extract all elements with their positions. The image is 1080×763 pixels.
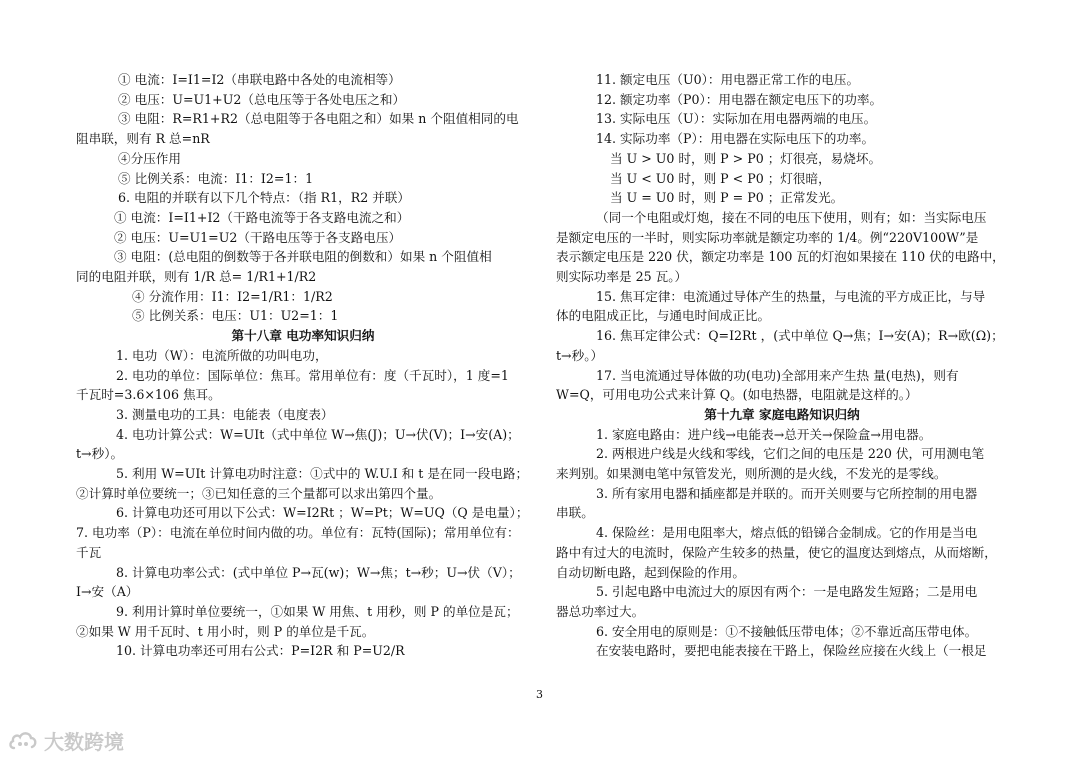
text-line: 10. 计算电功率还可用右公式：P=I2R 和 P=U2/R — [116, 643, 405, 659]
text-line: 1. 电功（W）：电流所做的功叫电功， — [116, 347, 328, 363]
left-column — [76, 70, 530, 661]
text-line: 当 U = U0 时，则 P = P0 ；正常发光。 — [610, 190, 844, 206]
text-line: ⑤ 比例关系：电压：U1：U2=1：1 — [132, 308, 339, 324]
text-line: 12. 额定功率（P0）：用电器在额定电压下的功率。 — [596, 91, 883, 107]
text-line: 15. 焦耳定律：电流通过导体产生的热量，与电流的平方成正比，与导 — [596, 288, 986, 304]
text-line: ⑤ 比例关系：电流：I1：I2=1：1 — [118, 170, 314, 186]
text-line: 7. 电功率（P）：电流在单位时间内做的功。单位有：瓦特(国际)；常用单位有： — [76, 525, 520, 541]
text-line: ① 电流：I=I1+I2（干路电流等于各支路电流之和） — [114, 209, 410, 225]
text-line: ③ 电阻：R=R1+R2（总电阻等于各电阻之和）如果 n 个阻值相同的电 — [118, 111, 519, 127]
text-line: 表示额定电压是 220 伏，额定功率是 100 瓦的灯泡如果接在 110 伏的电路中， — [556, 249, 1005, 265]
text-line: ④ 分流作用：I1：I2=1/R1：1/R2 — [132, 288, 333, 304]
text-line: 当 U < U0 时，则 P < P0 ；灯很暗， — [610, 170, 831, 186]
text-line: 5. 利用 W=UIt 计算电功时注意：①式中的 W.U.I 和 t 是在同一段电路； — [116, 466, 529, 482]
text-line: ② 电压：U=U1=U2（干路电压等于各支路电压） — [114, 229, 402, 245]
text-line: ③ 电阻：(总电阻的倒数等于各并联电阻的倒数和）如果 n 个阻值相 — [114, 249, 492, 265]
text-line: 3. 测量电功的工具：电能表（电度表） — [116, 406, 334, 422]
text-line: 2. 电功的单位：国际单位：焦耳。常用单位有：度（千瓦时），1 度=1 — [116, 367, 509, 383]
text-line: 则实际功率是 25 瓦。） — [556, 269, 688, 285]
text-line: ④分压作用 — [118, 150, 181, 166]
text-line: 体的电阻成正比，与通电时间成正比。 — [556, 308, 771, 324]
text-line: t→秒）。 — [76, 446, 124, 462]
text-line: （同一个电阻或灯炮，接在不同的电压下使用，则有；如：当实际电压 — [596, 209, 987, 225]
right-column — [556, 70, 1008, 661]
text-line: 3. 所有家用电器和插座都是并联的。而开关则要与它所控制的用电器 — [596, 485, 978, 501]
watermark — [8, 726, 124, 755]
text-line: 4. 电功计算公式：W=UIt（式中单位 W→焦(J)；U→伏(V)；I→安(A)； — [116, 426, 520, 442]
chapter-heading: 第十八章 电功率知识归纳 — [231, 328, 375, 344]
text-line: t→秒。） — [556, 347, 604, 363]
text-line: 6. 计算电功还可用以下公式：W=I2Rt ；W=Pt；W=UQ（Q 是电量）； — [116, 505, 529, 521]
text-line: 在安装电路时，要把电能表接在干路上，保险丝应接在火线上（一根足 — [596, 643, 987, 659]
text-line: ②计算时单位要统一；③已知任意的三个量都可以求出第四个量。 — [76, 485, 442, 501]
text-line: I→安（A） — [76, 584, 139, 600]
text-line: 16. 焦耳定律公式：Q=I2Rt ，(式中单位 Q→焦；I→安(A)；R→欧(Ω)； — [596, 328, 1004, 344]
text-line: 千瓦时=3.6×106 焦耳。 — [76, 387, 221, 403]
text-line: W=Q，可用电功公式来计算 Q。(如电热器，电阻就是这样的。） — [556, 387, 918, 403]
text-line: 当 U > U0 时，则 P > P0 ；灯很亮，易烧坏。 — [610, 150, 882, 166]
cloud-logo-icon — [8, 728, 38, 754]
text-line: 9. 利用计算时单位要统一，①如果 W 用焦、t 用秒，则 P 的单位是瓦； — [116, 603, 519, 619]
text-line: ②如果 W 用千瓦时、t 用小时，则 P 的单位是千瓦。 — [76, 623, 375, 639]
text-line: ② 电压：U=U1+U2（总电压等于各处电压之和） — [118, 91, 406, 107]
text-line: 千瓦 — [76, 544, 102, 560]
text-line: 串联。 — [556, 505, 594, 521]
text-line: 器总功率过大。 — [556, 603, 645, 619]
text-line: ① 电流：I=I1=I2（串联电路中各处的电流相等） — [118, 72, 401, 87]
text-line: 6. 电阻的并联有以下几个特点：（指 R1，R2 并联） — [118, 190, 410, 206]
text-line: 5. 引起电路中电流过大的原因有两个：一是电路发生短路；二是用电 — [596, 584, 978, 600]
text-line: 4. 保险丝：是用电阻率大，熔点低的铅锑合金制成。它的作用是当电 — [596, 525, 978, 541]
text-line: 17. 当电流通过导体做的功(电功)全部用来产生热 量(电热)，则有 — [596, 367, 959, 383]
page-number: 3 — [536, 688, 543, 701]
text-line: 11. 额定电压（U0）：用电器正常工作的电压。 — [596, 72, 860, 87]
text-line: 13. 实际电压（U）：实际加在用电器两端的电压。 — [596, 111, 877, 127]
watermark-text: 大数跨境 — [44, 730, 124, 754]
text-line: 是额定电压的一半时，则实际功率就是额定功率的 1/4。例“220V100W”是 — [556, 229, 979, 245]
chapter-heading: 第十九章 家庭电路知识归纳 — [704, 406, 860, 422]
text-line: 2. 两根进户线是火线和零线，它们之间的电压是 220 伏，可用测电笔 — [596, 446, 985, 462]
text-line: 自动切断电路，起到保险的作用。 — [556, 564, 745, 580]
text-line: 8. 计算电功率公式：(式中单位 P→瓦(w)；W→焦；t→秒；U→伏（V）； — [116, 564, 521, 580]
text-line: 1. 家庭电路由：进户线→电能表→总开关→保险盒→用电器。 — [596, 426, 932, 442]
text-line: 6. 安全用电的原则是：①不接触低压带电体；②不靠近高压带电体。 — [596, 623, 978, 639]
text-line: 同的电阻并联，则有 1/R 总= 1/R1+1/R2 — [76, 269, 317, 285]
text-line: 14. 实际功率（P）：用电器在实际电压下的功率。 — [596, 131, 875, 147]
text-line: 路中有过大的电流时，保险产生较多的热量，使它的温度达到熔点，从而熔断， — [556, 544, 997, 560]
text-line: 来判别。如果测电笔中氖管发光，则所测的是火线，不发光的是零线。 — [556, 466, 947, 482]
text-line: 阻串联，则有 R 总=nR — [76, 131, 210, 147]
